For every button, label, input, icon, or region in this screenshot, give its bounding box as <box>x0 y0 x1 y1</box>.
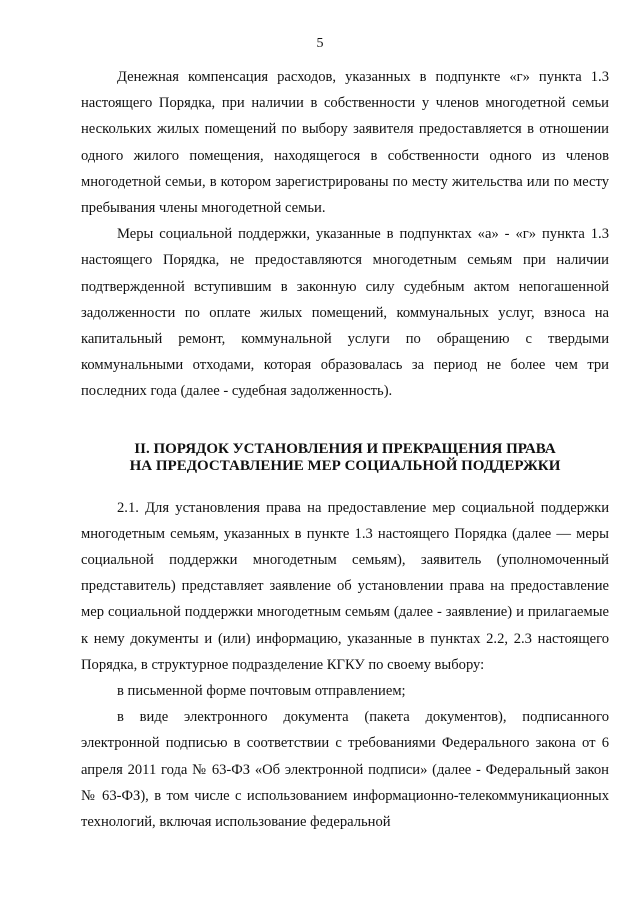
page-number: 5 <box>316 36 324 51</box>
section-heading <box>81 441 609 475</box>
paragraph-electronic-form: в виде электронного документа (пакета документов), подписанного электронной подписью в соответствии с требованиями Федерального закона от 6 апреля 2011 года № 63-ФЗ «Об электронной подписи» (далее - Федеральный закон № 63-ФЗ), в том числе с использованием информационно-телекоммуникационных технологий, включая использование федеральной <box>81 709 609 831</box>
section-heading-line-2: НА ПРЕДОСТАВЛЕНИЕ МЕР СОЦИАЛЬНОЙ ПОДДЕРЖКИ <box>129 457 561 474</box>
paragraph-2-1: 2.1. Для установления права на предоставление мер социальной поддержки многодетным семьям, указанных в пункте 1.3 настоящего Порядка (далее — меры социальной поддержки многодетным семьям), заявитель (уполномоченный представитель) представляет заявление об установлении права на предоставление мер социальной поддержки многодетным семьям (далее - заявление) и прилагаемые к нему документы и (или) информацию, указанные в пунктах 2.2, 2.3 настоящего Порядка, в структурное подразделение КГКУ по своему выбору: <box>81 499 609 673</box>
document-body <box>81 64 609 835</box>
paragraph-support-restriction: Меры социальной поддержки, указанные в подпунктах «а» - «г» пункта 1.3 настоящего Порядка, не предоставляются многодетным семьям при наличии подтвержденной вступившим в законную силу судебным актом непогашенной задолженности по оплате жилых помещений, коммунальных услуг, взноса на капитальный ремонт, коммунальной услуги по обращению с твердыми коммунальными отходами, которая образовалась за период не более чем три последних года (далее - судебная задолженность). <box>81 226 609 400</box>
section-heading-line-1: II. ПОРЯДОК УСТАНОВЛЕНИЯ И ПРЕКРАЩЕНИЯ ПРАВА <box>134 440 556 457</box>
paragraph-postal-form: в письменной форме почтовым отправлением; <box>117 683 406 700</box>
paragraph-compensation: Денежная компенсация расходов, указанных в подпункте «г» пункта 1.3 настоящего Порядка, при наличии в собственности у членов многодетной семьи нескольких жилых помещений по выбору заявителя предоставляется в отношении одного жилого помещения, находящегося в собственности одного из членов многодетной семьи, в котором зарегистрированы по месту жительства или по месту пребывания члены многодетной семьи. <box>81 69 609 217</box>
